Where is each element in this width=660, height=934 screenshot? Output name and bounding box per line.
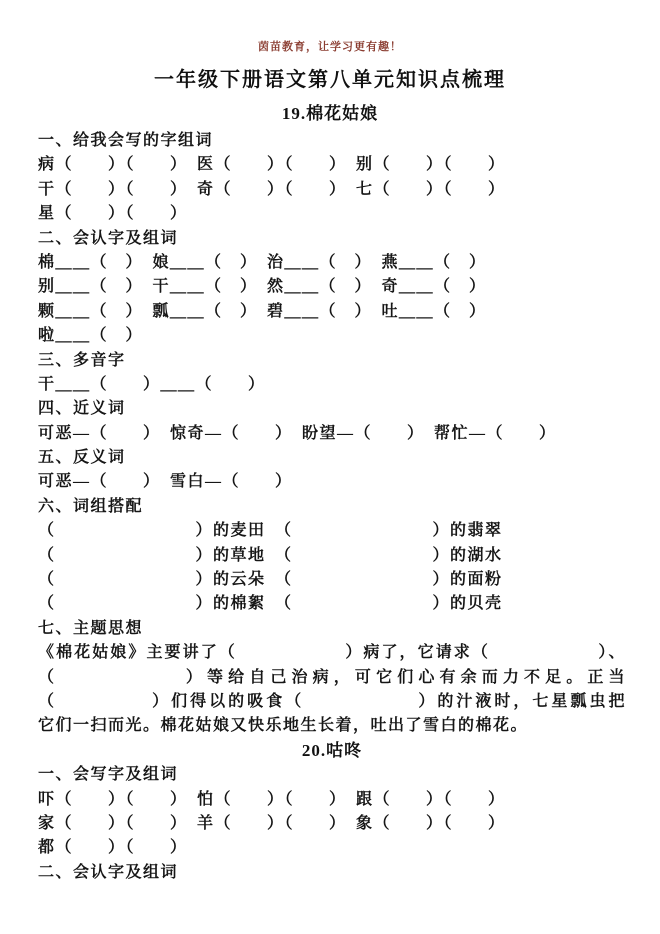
worksheet-line: （ ）们得以的吸食（ ）的汁液时，七星瓢虫把 — [38, 692, 626, 710]
worksheet-line: （ ）的草地 （ ）的湖水 — [38, 546, 503, 564]
section-heading-write-words: 一、给我会写的字组词 — [38, 132, 214, 149]
worksheet-line: 颗＿＿（ ） 瓢＿＿（ ） 碧＿＿（ ） 吐＿＿（ ） — [38, 302, 487, 320]
section-heading-recognize-words: 二、会认字及组词 — [38, 229, 179, 247]
worksheet-line: （ ）的棉絮 （ ）的贝壳 — [38, 595, 503, 613]
worksheet-line: 可恶—（ ） 惊奇—（ ） 盼望—（ ） 帮忙—（ ） — [38, 424, 557, 442]
worksheet-content — [38, 129, 626, 885]
section-heading-write-words-20: 一、会写字及组词 — [38, 766, 179, 784]
worksheet-line: （ ）等给自己治病，可它们心有余而力不足。正当 — [38, 668, 626, 686]
worksheet-line: 可恶—（ ） 雪白—（ ） — [38, 473, 293, 491]
worksheet-line: 别＿＿（ ） 干＿＿（ ） 然＿＿（ ） 奇＿＿（ ） — [38, 278, 487, 296]
worksheet-line: （ ）的云朵 （ ）的面粉 — [38, 571, 503, 589]
section-heading-theme: 七、主题思想 — [38, 619, 144, 637]
section-heading-collocation: 六、词组搭配 — [38, 497, 144, 515]
section-heading-antonyms: 五、反义词 — [38, 449, 126, 467]
worksheet-line: 星（ ）（ ） — [38, 205, 188, 223]
page-title: 一年级下册语文第八单元知识点梳理 — [154, 69, 506, 91]
worksheet-line: 它们一扫而光。棉花姑娘又快乐地生长着，吐出了雪白的棉花。 — [38, 717, 529, 735]
worksheet-line: 家（ ）（ ） 羊（ ）（ ） 象（ ）（ ） — [38, 814, 506, 832]
worksheet-line: （ ）的麦田 （ ）的翡翠 — [38, 522, 503, 540]
worksheet-line: 干（ ）（ ） 奇（ ）（ ） 七（ ）（ ） — [38, 180, 506, 198]
worksheet-line: 都（ ）（ ） — [38, 839, 188, 857]
worksheet-line: 啦＿＿（ ） — [38, 327, 144, 345]
worksheet-line: 干＿＿（ ）＿＿（ ） — [38, 375, 266, 393]
worksheet-line: 吓（ ）（ ） 怕（ ）（ ） 跟（ ）（ ） — [38, 790, 506, 808]
lesson-20-title: 20.咕咚 — [301, 740, 363, 760]
worksheet-line: 棉＿＿（ ） 娘＿＿（ ） 治＿＿（ ） 燕＿＿（ ） — [38, 253, 487, 271]
worksheet-line: 《棉花姑娘》主要讲了（ ）病了，它请求（ ）、 — [38, 644, 626, 662]
brand-tagline: 茵苗教育，让学习更有趣！ — [258, 41, 402, 53]
worksheet-line: 病（ ）（ ） 医（ ）（ ） 别（ ）（ ） — [38, 156, 506, 174]
section-heading-synonyms: 四、近义词 — [38, 400, 126, 418]
section-heading-recognize-words-20: 二、会认字及组词 — [38, 863, 179, 881]
lesson-19-title: 19.棉花姑娘 — [281, 104, 379, 123]
section-heading-polyphone: 三、多音字 — [38, 351, 126, 369]
